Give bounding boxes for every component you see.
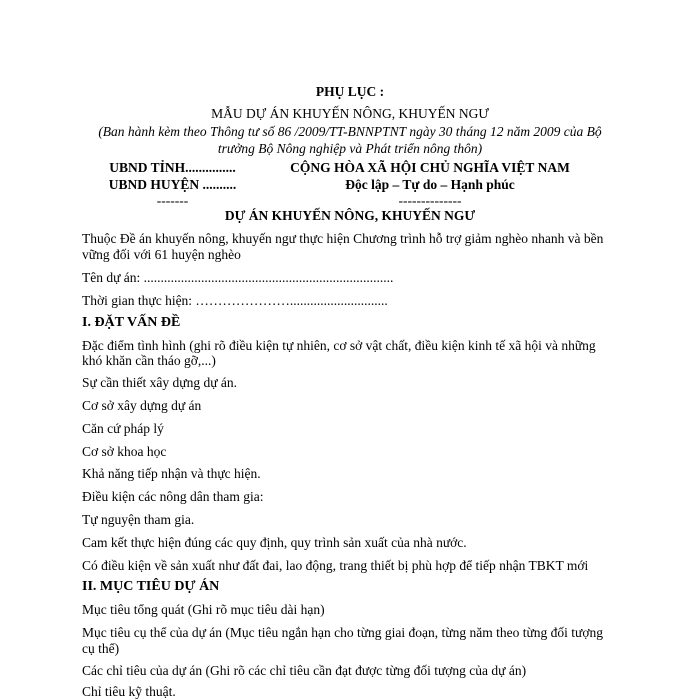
appendix-note-line2: trưởng Bộ Nông nghiệp và Phát triển nông thôn)	[217, 141, 483, 156]
intro-line2: vững đối với 61 huyện nghèo	[82, 247, 241, 262]
appendix-note-line1: (Ban hành kèm theo Thông tư số 86 /2009/TT-BNNPTNT ngày 30 tháng 12 năm 2009 của Bộ	[98, 124, 602, 139]
list-item: Cơ sở khoa học	[82, 444, 167, 459]
header-motto: Độc lập – Tự do – Hạnh phúc	[345, 177, 515, 192]
technical-indicators: Chỉ tiêu kỹ thuật.	[82, 684, 176, 699]
list-item: Tự nguyện tham gia.	[82, 512, 195, 527]
project-time-field: Thời gian thực hiện: ………………….............................	[82, 293, 388, 308]
section1-heading: I. ĐẶT VẤN ĐỀ	[82, 315, 181, 330]
appendix-title: PHỤ LỤC :	[315, 84, 385, 99]
general-objective: Mục tiêu tổng quát (Ghi rõ mục tiêu dài hạn)	[82, 602, 325, 617]
intro-line1: Thuộc Đề án khuyến nông, khuyến ngư thực hiện Chương trình hỗ trợ giảm nghèo nhanh và bền	[82, 231, 604, 246]
specific-objective-line1: Mục tiêu cụ thể của dự án (Mục tiêu ngắn hạn cho từng giai đoạn, từng năm theo từng đối tượng	[82, 625, 603, 640]
list-item: Khả năng tiếp nhận và thực hiện.	[82, 466, 261, 481]
situation-line2: khó khăn cần tháo gỡ,...)	[82, 353, 216, 368]
list-item: Sự cần thiết xây dựng dự án.	[82, 375, 238, 390]
specific-objective-line2: cụ thể)	[82, 641, 120, 656]
situation-line1: Đặc điểm tình hình (ghi rõ điều kiện tự nhiên, cơ sở vật chất, điều kiện kinh tế xã hội và những	[82, 338, 596, 353]
header-district: UBND HUYỆN ..........	[108, 177, 237, 192]
list-item: Căn cứ pháp lý	[82, 421, 164, 436]
header-left-rule: -------	[156, 193, 189, 208]
section2-heading: II. MỤC TIÊU DỰ ÁN	[82, 579, 220, 594]
header-province: UBND TỈNH...............	[109, 160, 236, 175]
header-right-rule: --------------	[398, 193, 462, 208]
project-indicators: Các chỉ tiêu của dự án (Ghi rõ các chỉ tiêu cần đạt được từng đối tượng của dự án)	[82, 663, 527, 678]
project-name-field: Tên dự án: ..........................................................................	[82, 270, 394, 285]
list-item: Cam kết thực hiện đúng các quy định, quy trình sản xuất của nhà nước.	[82, 535, 467, 550]
list-item: Cơ sở xây dựng dự án	[82, 398, 202, 413]
list-item: Điều kiện các nông dân tham gia:	[82, 489, 264, 504]
list-item: Có điều kiện về sản xuất như đất đai, lao động, trang thiết bị phù hợp để tiếp nhận TBKT mới	[82, 558, 589, 573]
document-title: DỰ ÁN KHUYẾN NÔNG, KHUYẾN NGƯ	[224, 208, 476, 223]
appendix-subtitle: MẪU DỰ ÁN KHUYẾN NÔNG, KHUYẾN NGƯ	[211, 106, 489, 121]
header-nation: CỘNG HÒA XÃ HỘI CHỦ NGHĨA VIỆT NAM	[290, 160, 570, 175]
